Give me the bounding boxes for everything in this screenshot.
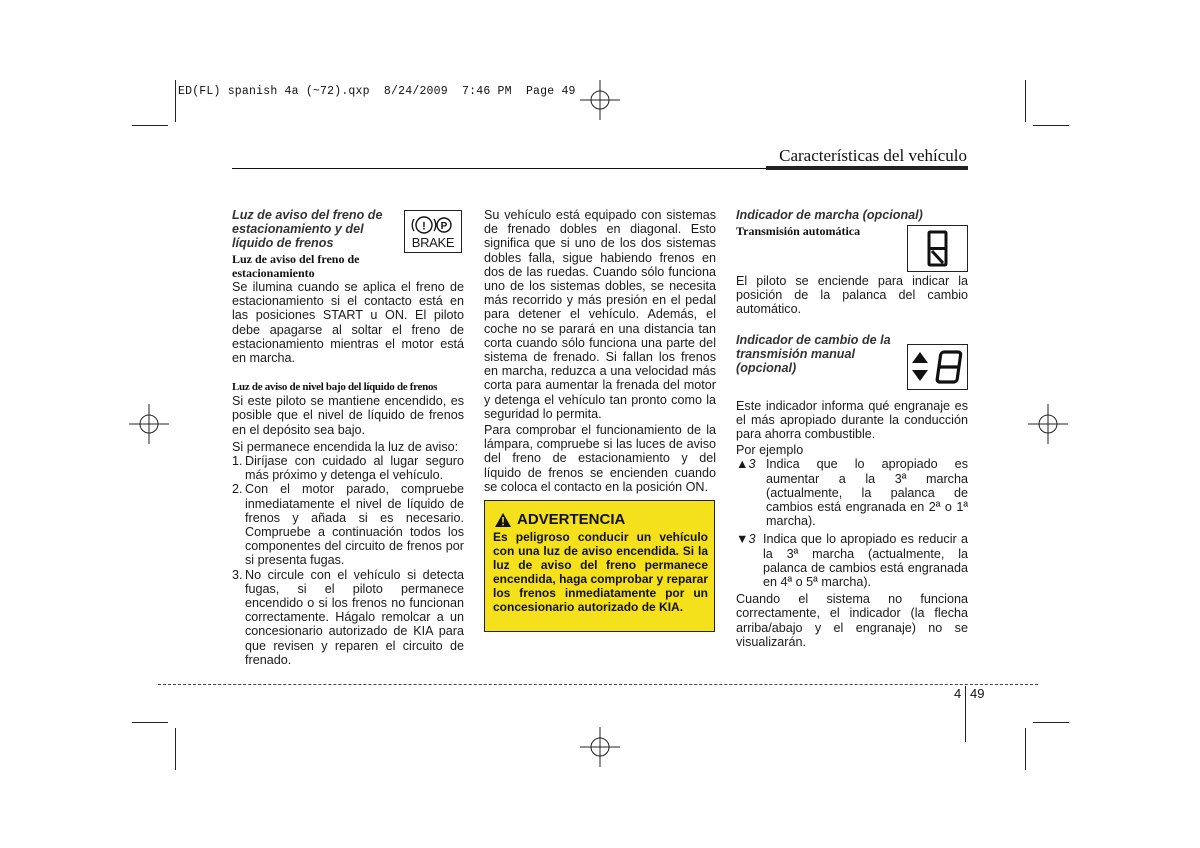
- brake-fluid-subheading: Luz de aviso de nivel bajo del líquido de frenos: [232, 381, 438, 394]
- warning-text: Es peligroso conducir un vehículo con una luz de aviso encendida. Si la luz de aviso del freno permanece encendida, haga comprobar y reparar los frenos inmediatamente por un concesionario autorizado de KIA.: [493, 530, 708, 614]
- upshift-item: ▲3 Indica que lo apropiado es aumentar a la 3ª marcha (actualmente, la palanca de cambios está engranada en 2ª o 1ª marcha).: [736, 457, 968, 529]
- column-1: [232, 208, 464, 667]
- example-label: Por ejemplo: [736, 443, 804, 458]
- brake-label: BRAKE: [411, 235, 455, 250]
- page-separator: [965, 686, 966, 742]
- registration-mark-left: [129, 404, 169, 444]
- header-bar: [766, 166, 968, 170]
- seven-segment-8-icon: [908, 226, 967, 271]
- chapter-number: 4: [954, 686, 962, 701]
- column-2: [484, 208, 716, 494]
- svg-text:P: P: [440, 221, 448, 232]
- warning-on-paragraph: Si permanece encendida la luz de aviso:: [232, 439, 459, 454]
- footer-rule: [158, 684, 1038, 685]
- warning-box: [484, 500, 715, 632]
- brake-fluid-paragraph: Si este piloto se mantiene encendido, es posible que el nivel de líquido de frenos en el depósito sea bajo.: [232, 394, 464, 437]
- header-rule: [232, 168, 766, 169]
- brake-warning-icon: [404, 210, 462, 253]
- page-number: 49: [970, 686, 985, 701]
- registration-mark-right: [1028, 404, 1068, 444]
- printer-slug: ED(FL) spanish 4a (~72).qxp 8/24/2009 7:46 PM Page 49: [178, 85, 576, 98]
- svg-text:!: !: [422, 220, 426, 233]
- shift-indicator-paragraph: Este indicador informa qué engranaje es el más apropiado durante la conducción para ahorra combustible.: [736, 398, 968, 442]
- list-item: 3. No circule con el vehículo si detecta fugas, si el piloto permanece encendido o si los frenos no funcionan correctamente. Hágalo remolcar a un concesionario autorizado de KIA para que revisen y reparen el circuito de frenado.: [232, 567, 464, 667]
- shift-indicator-heading: Indicador de cambio de la transmisión manual (opcional): [736, 332, 891, 375]
- parking-brake-paragraph: Se ilumina cuando se aplica el freno de estacionamiento si el contacto está en las posiciones START u ON. El piloto debe apagarse al soltar el freno de estacionamiento mientras el motor está en marcha.: [232, 280, 464, 366]
- gear-indicator-paragraph: El piloto se enciende para indicar la posición de la palanca del cambio automático.: [736, 274, 968, 317]
- parking-brake-subheading: Luz de aviso del freno de estacionamiento: [232, 252, 360, 280]
- automatic-transmission-subheading: Transmisión automática: [736, 224, 861, 238]
- upshift-symbol: ▲3: [736, 457, 756, 472]
- shift-arrows-8-icon: [908, 345, 967, 389]
- gear-indicator-heading: Indicador de marcha (opcional): [736, 208, 923, 222]
- steps-list: [232, 454, 464, 667]
- downshift-symbol: ▼3: [736, 532, 756, 547]
- brake-light-heading: Luz de aviso del freno de estacionamiento y del líquido de frenos: [232, 208, 383, 250]
- column-3: [736, 208, 968, 649]
- registration-mark-bottom: [580, 727, 620, 767]
- malfunction-paragraph: Cuando el sistema no funciona correctamente, el indicador (la flecha arriba/abajo y el engranaje) no se visualizarán.: [736, 592, 968, 649]
- gear-indicator-icon: [907, 225, 968, 272]
- warning-title: ADVERTENCIA: [495, 511, 625, 528]
- dual-brake-paragraph: Su vehículo está equipado con sistemas de frenado dobles en diagonal. Esto significa que si uno de los dos sistemas dobles falla, sigue habiendo frenos en dos de las ruedas. Cuando sólo funciona uno de los sistemas dobles, se necesita más recorrido y más presión en el pedal para detener el vehículo. Además, el coche no se parará en una distancia tan corta cuando sólo funciona una parte del sistema de frenado. Si fallan los frenos en marcha, reduzca a una velocidad más corta para aumentar la frenada del motor y detenga el vehículo tan pronto como la seguridad lo permita.: [484, 208, 716, 421]
- warning-triangle-icon: [495, 513, 511, 527]
- lamp-check-paragraph: Para comprobar el funcionamiento de la lámpara, compruebe si las luces de aviso del freno de estacionamiento y del líquido de frenos se encienden cuando se coloca el contacto en la posición ON.: [484, 423, 716, 494]
- list-item: 2. Con el motor parado, compruebe inmediatamente el nivel de líquido de frenos y añada si es necesario. Compruebe a continuación todos los componentes del circuito de frenos por si presenta fugas.: [232, 482, 464, 568]
- shift-indicator-icon: [907, 344, 968, 390]
- list-item: 1. Diríjase con cuidado al lugar seguro más próximo y detenga el vehículo.: [232, 454, 464, 483]
- section-title: Características del vehículo: [779, 146, 967, 165]
- registration-mark-top: [580, 80, 620, 120]
- downshift-item: ▼3 Indica que lo apropiado es reducir a la 3ª marcha (actualmente, la palanca de cambios está engranada en 4ª o 5ª marcha).: [736, 532, 968, 590]
